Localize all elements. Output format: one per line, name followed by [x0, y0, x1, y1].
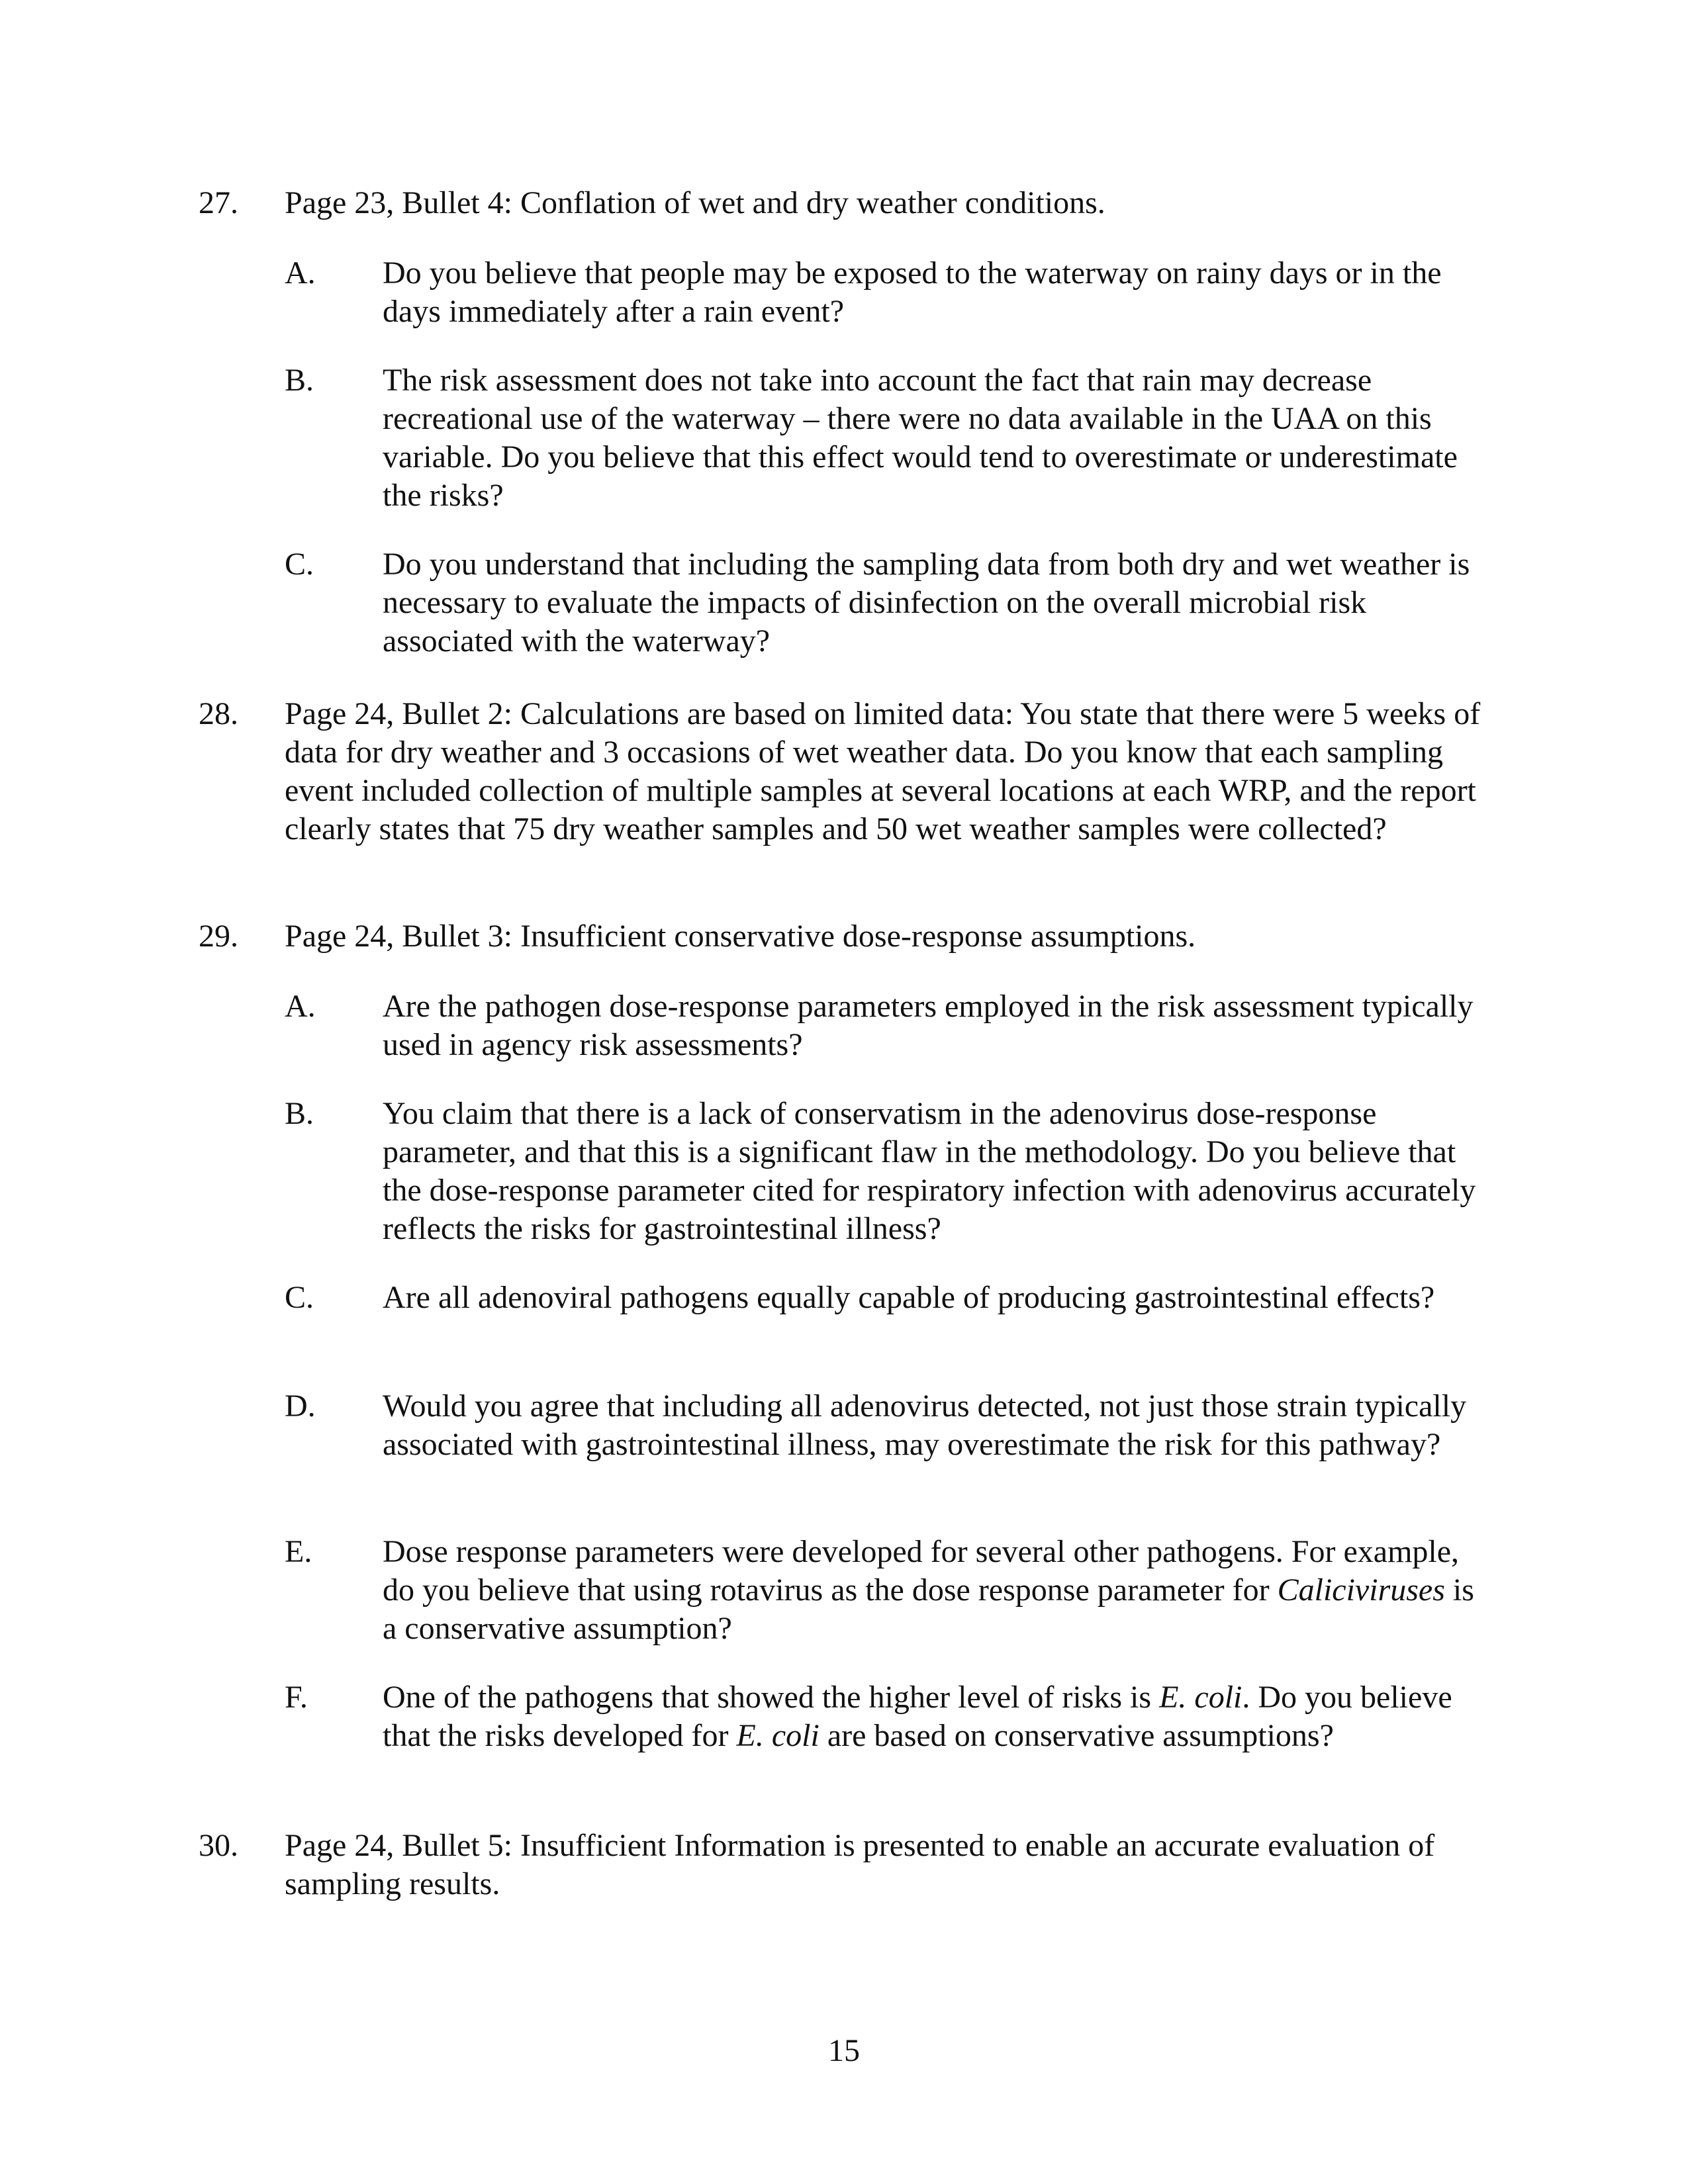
subitem-text: You claim that there is a lack of conservatism in the adenovirus dose-response parameter, and that this is a significant flaw in the methodology. Do you believe that the dose-response parameter cited for respiratory infection with adenovirus accurately reflects the risks for gastrointestinal illness? [383, 1096, 1476, 1246]
item-number: 29. [199, 919, 238, 954]
subitem-letter: A. [285, 255, 316, 291]
subitem-letter: A. [285, 989, 316, 1024]
subitem-letter: E. [285, 1534, 312, 1569]
subitem-text: Are the pathogen dose-response parameters employed in the risk assessment typically used in agency risk assessments? [383, 989, 1474, 1062]
subitem-letter: D. [285, 1388, 316, 1424]
item-text: Page 24, Bullet 3: Insufficient conservative dose-response assumptions. [285, 919, 1196, 954]
subitem-text: Do you understand that including the sampling data from both dry and wet weather is necessary to evaluate the impacts of disinfection on the overall microbial risk associated with the waterway? [383, 547, 1470, 659]
subitem-text [383, 1533, 1476, 1648]
subitem-text: Are all adenoviral pathogens equally capable of producing gastrointestinal effects? [383, 1280, 1435, 1315]
text-segment: One of the pathogens that showed the higher level of risks is [383, 1680, 1160, 1715]
italic-term: E. coli [736, 1718, 820, 1753]
subitem-letter: B. [285, 1096, 314, 1131]
text-segment: are based on conservative assumptions? [819, 1718, 1334, 1753]
item-text: Page 24, Bullet 5: Insufficient Information is presented to enable an accurate evaluation of sampling results. [285, 1828, 1435, 1901]
subitem-text: Do you believe that people may be exposed to the waterway on rainy days or in the days immediately after a rain event? [383, 255, 1442, 329]
italic-term: Caliciviruses [1277, 1572, 1445, 1608]
subitem-text: The risk assessment does not take into account the fact that rain may decrease recreational use of the waterway – there were no data available in the UAA on this variable. Do you believe that this effect would tend to overestimate or underestimate the risks? [383, 363, 1458, 513]
item-number: 28. [199, 696, 238, 731]
subitem-letter: F. [285, 1680, 308, 1715]
text-segment: . Do you believe that the risks developed for [383, 1680, 1452, 1753]
item-number: 30. [199, 1828, 238, 1863]
subitem-text: Would you agree that including all adenovirus detected, not just those strain typically associated with gastrointestinal illness, may overestimate the risk for this pathway? [383, 1388, 1467, 1462]
text-segment: is a conservative assumption? [383, 1572, 1474, 1646]
subitem-letter: C. [285, 1280, 314, 1315]
subitem-text [383, 1678, 1476, 1755]
subitem-letter: C. [285, 547, 314, 582]
subitem-letter: B. [285, 363, 314, 398]
text-segment: Dose response parameters were developed for several other pathogens. For example, do you believe that using rotavirus as the dose response parameter for [383, 1534, 1460, 1608]
italic-term: E. coli [1159, 1680, 1243, 1715]
page-number: 15 [828, 2033, 860, 2068]
item-text: Page 23, Bullet 4: Conflation of wet and dry weather conditions. [285, 185, 1105, 220]
item-text: Page 24, Bullet 2: Calculations are based on limited data: You state that there were 5 weeks of data for dry weather and 3 occasions of wet weather data. Do you know that each sampling event included collection of multiple samples at several locations at each WRP, and the report clearly states that 75 dry weather samples and 50 wet weather samples were collected? [285, 696, 1481, 846]
item-number: 27. [199, 185, 238, 220]
